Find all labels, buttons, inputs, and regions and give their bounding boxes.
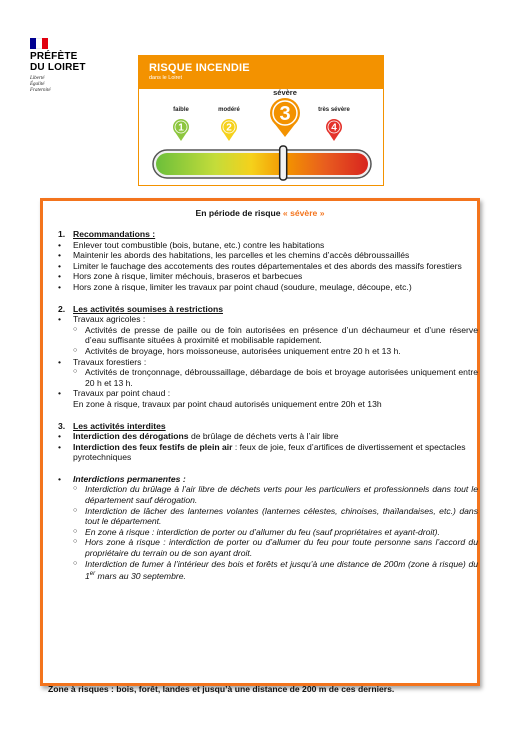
list-item: • Interdiction des feux festifs de plein air : feux de joie, feux d’artifices de divertissement et spectacles pyrotechniques [58, 441, 466, 463]
sub-list-item: ○ Interdiction de lâcher des lanternes volantes (lanternes célestes, chinoises, thaïlandaises, etc.) dans tout le département. [73, 505, 478, 527]
section-title: 2. Les activités soumises à restrictions [58, 303, 223, 314]
logo-line-1: PRÉFÈTE [30, 51, 78, 62]
gauge-fill [156, 153, 368, 175]
risk-panel-subtitle: dans le Loiret [149, 75, 183, 81]
risk-gauge [139, 89, 382, 185]
list-item: • Hors zone à risque, limiter méchouis, braseros et barbecues [58, 271, 303, 282]
risk-level-label: « sévère » [282, 208, 325, 218]
gauge-cursor [280, 146, 287, 180]
measures-box [40, 198, 480, 686]
list-item: • Interdiction des dérogations de brûlage de déchets verts à l’air libre [58, 431, 339, 442]
section-title: 3. Les activités interdites [58, 420, 166, 431]
risk-panel-title: RISQUE INCENDIE [149, 62, 250, 74]
sub-list-item: ○ Activités de tronçonnage, débroussaillage, débardage de bois et broyage autorisées uniquement entre 20 h et 13 h. [73, 367, 478, 388]
risk-level-number-4: 4 [331, 122, 337, 134]
fire-risk-panel [138, 55, 384, 186]
risk-period-heading: En période de risque « sévère » [195, 208, 325, 218]
sub-list-item: ○ Interdiction du brûlage à l’air libre de déchets verts pour les particuliers et professionnels dans tout le département sauf dérogation. [73, 484, 478, 506]
list-item: • Travaux agricoles : [58, 314, 146, 325]
sub-list-item: ○ En zone à risque : interdiction de porter ou d’allumer du feu (sauf propriétaires et ayant-droit). [73, 526, 440, 537]
risk-level-label-3: sévère [273, 89, 297, 97]
list-item: • Hors zone à risque, limiter les travaux par point chaud (soudure, meulage, découpe, etc.) [58, 281, 412, 292]
section-title: 1. Recommandations : [58, 229, 156, 239]
sub-list-item: ○ Activités de broyage, hors moissoneuse, autorisées uniquement entre 20 h et 13 h. [73, 345, 401, 356]
french-flag-icon [30, 38, 48, 49]
sub-list-item: ○ Hors zone à risque : interdiction de porter ou d’allumer du feu pour toute personne sans l’accord du propriétaire du terrain ou de son ayant droit. [73, 537, 478, 559]
list-item: • Travaux forestiers : [58, 356, 147, 367]
risk-level-label-1: faible [173, 107, 189, 113]
risk-panel-header [139, 56, 383, 89]
republic-motto: Liberté Égalité Fraternité [30, 76, 51, 93]
logo-line-2: DU LOIRET [30, 62, 86, 73]
list-item: • Enlever tout combustible (bois, butane, etc.) contre les habitations [58, 239, 325, 250]
section-interdictions [58, 421, 478, 582]
list-item-text: En zone à risque, travaux par point chaud autorisés uniquement entre 20h et 13h [73, 398, 382, 409]
section-restrictions [58, 304, 478, 410]
prefecture-logo [30, 38, 110, 94]
list-item: • Travaux par point chaud : [58, 388, 171, 399]
measures-content [58, 229, 478, 593]
list-item: • Interdictions permanentes : [58, 473, 186, 484]
risk-level-label-4: très sévère [318, 107, 350, 113]
risk-level-number-2: 2 [226, 122, 232, 134]
list-item: • Maintenir les abords des habitations, les parcelles et les chemins d’accès débroussaillés [58, 250, 410, 261]
list-item: • Limiter le fauchage des accotements des routes départementales et des abords des massifs forestiers [58, 260, 462, 271]
risk-level-number-3: 3 [279, 103, 291, 125]
section-recommandations [58, 229, 478, 293]
risk-level-label-2: modéré [218, 107, 240, 113]
sub-list-item: ○ Activités de presse de paille ou de foin autorisées en présence d’un déchaumeur et d’une réserve d’eau suffisante situées à proximité et mobilisable rapidement. [73, 324, 478, 346]
sub-list-item: ○ Interdiction de fumer à l’intérieur des bois et forêts et jusqu’à une distance de 200m (zone à risque) du 1er mars au 30 septembre. [73, 558, 478, 582]
risk-level-number-1: 1 [178, 122, 184, 134]
risk-zone-footnote: Zone à risques : bois, forêt, landes et jusqu’à une distance de 200 m de ces derniers. [48, 684, 395, 694]
